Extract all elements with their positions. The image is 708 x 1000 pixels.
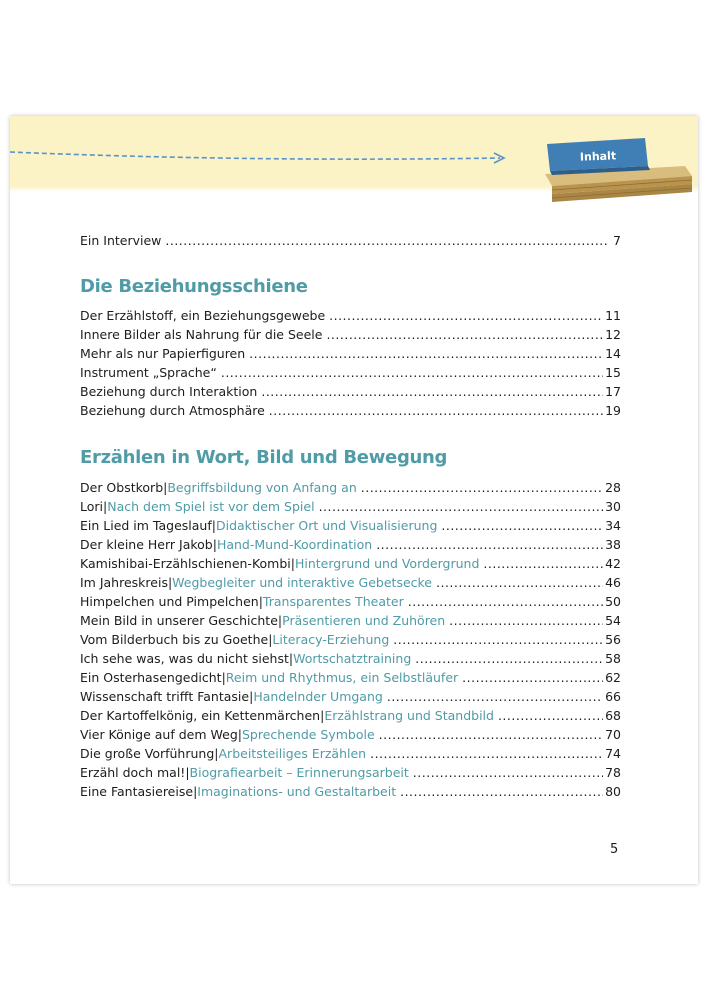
entry-separator: | [193,784,198,799]
entry-page: 17 [605,384,621,399]
entry-separator: | [103,499,108,514]
leader-dots [319,499,604,514]
entry-separator: | [290,556,295,571]
entry-title: Vier Könige auf dem Weg [80,727,238,742]
entry-page: 80 [605,784,621,799]
entry-separator: | [249,689,254,704]
toc-entry[interactable] [80,651,621,670]
entry-page: 70 [605,727,621,742]
entry-title: Der kleine Herr Jakob [80,537,213,552]
entry-title: Kamishibai-Erzählschienen-Kombi [80,556,291,571]
toc-entry[interactable] [80,518,621,537]
toc-entry[interactable] [80,746,621,765]
toc-entry[interactable] [80,327,621,346]
leader-dots [441,518,603,533]
dashed-arrow-icon [10,148,510,168]
toc-entry[interactable] [80,632,621,651]
leader-dots [462,670,603,685]
entry-separator: | [211,518,216,533]
entry-separator: | [212,537,217,552]
entry-subtitle: Didaktischer Ort und Visualisierung [215,518,438,533]
toc-entry[interactable] [80,575,621,594]
leader-dots [415,651,603,666]
leader-dots [400,784,603,799]
entry-page: 28 [605,480,621,495]
entry-title: Im Jahreskreis [80,575,168,590]
toc-entry[interactable] [80,727,621,746]
entry-page: 68 [605,708,621,723]
entry-page: 7 [613,233,621,248]
entry-title: Ich sehe was, was du nicht siehst [80,651,289,666]
page-number: 5 [610,842,619,857]
entry-page: 14 [605,346,621,361]
toc-entry[interactable] [80,346,621,365]
entry-page: 38 [605,537,621,552]
entry-subtitle: Wegbegleiter und interaktive Gebetsecke [172,575,432,590]
entry-subtitle: Imaginations- und Gestaltarbeit [197,784,397,799]
entry-title: Himpelchen und Pimpelchen [80,594,259,609]
leader-dots [329,308,603,323]
entry-title: Die große Vorführung [80,746,215,761]
toc-entry[interactable] [80,594,621,613]
toc-entry[interactable] [80,613,621,632]
entry-separator: | [214,746,219,761]
toc-entry[interactable] [80,556,621,575]
entry-page: 12 [605,327,621,342]
entry-title: Ein Interview [80,233,162,248]
leader-dots [413,765,603,780]
book-page [10,116,698,884]
toc-entry[interactable] [80,689,621,708]
entry-page: 74 [605,746,621,761]
entry-page: 34 [605,518,621,533]
entry-page: 58 [605,651,621,666]
entry-subtitle: Transparentes Theater [262,594,404,609]
entry-page: 42 [605,556,621,571]
entry-title: Lori [80,499,104,514]
entry-separator: | [185,765,190,780]
entry-page: 78 [605,765,621,780]
entry-separator: | [221,670,226,685]
leader-dots [249,346,603,361]
entry-subtitle: Hintergrund und Vordergrund [294,556,480,571]
toc-entry[interactable] [80,365,621,384]
leader-dots [269,403,603,418]
entry-title: Der Kartoffelkönig, ein Kettenmärchen [80,708,321,723]
entry-subtitle: Sprechende Symbole [241,727,375,742]
entry-separator: | [268,632,273,647]
entry-subtitle: Begriffsbildung von Anfang an [167,480,357,495]
toc-entry[interactable] [80,403,621,422]
entry-subtitle: Hand-Mund-Koordination [216,537,373,552]
toc-entry[interactable] [80,480,621,499]
entry-title: Beziehung durch Atmosphäre [80,403,265,418]
entry-title: Innere Bilder als Nahrung für die Seele [80,327,323,342]
entry-title: Vom Bilderbuch bis zu Goethe [80,632,269,647]
section-heading-erzaehlen: Erzählen in Wort, Bild und Bewegung [80,447,448,468]
entry-page: 19 [605,403,621,418]
entry-title: Der Obstkorb [80,480,164,495]
entry-page: 54 [605,613,621,628]
leader-dots [387,689,603,704]
leader-dots [376,537,603,552]
entry-subtitle: Biografiearbeit – Erinnerungsarbeit [189,765,409,780]
entry-subtitle: Literacy-Erziehung [272,632,390,647]
entry-page: 50 [605,594,621,609]
toc-entry[interactable] [80,784,621,803]
entry-title: Mehr als nur Papierfiguren [80,346,246,361]
entry-subtitle: Wortschatztraining [293,651,412,666]
leader-dots [408,594,603,609]
entry-subtitle: Nach dem Spiel ist vor dem Spiel [107,499,315,514]
entry-separator: | [288,651,294,666]
leader-dots [449,613,603,628]
entry-separator: | [237,727,242,742]
toc-entry-interview[interactable] [80,233,621,252]
entry-title: Eine Fantasiereise [80,784,194,799]
toc-entry[interactable] [80,308,621,327]
entry-subtitle: Handelnder Umgang [253,689,383,704]
entry-separator: | [167,575,173,590]
entry-separator: | [258,594,263,609]
leader-dots [326,327,603,342]
entry-page: 62 [605,670,621,685]
entry-subtitle: Reim und Rhythmus, ein Selbstläufer [225,670,459,685]
toc-tab-label: Inhalt [579,149,617,164]
entry-title: Erzähl doch mal! [80,765,186,780]
section-heading-beziehungsschiene: Die Beziehungsschiene [80,276,308,297]
toc-entry[interactable] [80,537,621,556]
entry-title: Mein Bild in unserer Geschichte [80,613,278,628]
entry-page: 46 [605,575,621,590]
entry-title: Ein Osterhasengedicht [80,670,222,685]
entry-title: Wissenschaft trifft Fantasie [80,689,250,704]
entry-page: 56 [605,632,621,647]
entry-separator: | [320,708,325,723]
leader-dots [261,384,603,399]
toc-entry[interactable] [80,384,621,403]
entry-title: Instrument „Sprache“ [80,365,217,380]
entry-page: 11 [605,308,621,323]
entry-separator: | [277,613,283,628]
wooden-shelf-icon [520,126,695,206]
leader-dots [379,727,603,742]
leader-dots [221,365,603,380]
leader-dots [361,480,603,495]
toc-entry[interactable] [80,765,621,784]
leader-dots [370,746,603,761]
entry-subtitle: Arbeitsteiliges Erzählen [218,746,367,761]
leader-dots [165,233,607,248]
toc-entry[interactable] [80,670,621,689]
entry-separator: | [163,480,168,495]
entry-title: Beziehung durch Interaktion [80,384,258,399]
entry-page: 30 [605,499,621,514]
entry-page: 66 [605,689,621,704]
entry-title: Ein Lied im Tageslauf [80,518,212,533]
leader-dots [483,556,603,571]
entry-subtitle: Erzählstrang und Standbild [324,708,494,723]
toc-entry[interactable] [80,708,621,727]
toc-entry[interactable] [80,499,621,518]
leader-dots [498,708,603,723]
entry-subtitle: Präsentieren und Zuhören [282,613,446,628]
leader-dots [393,632,603,647]
entry-title: Der Erzählstoff, ein Beziehungsgewebe [80,308,326,323]
entry-page: 15 [605,365,621,380]
leader-dots [436,575,603,590]
